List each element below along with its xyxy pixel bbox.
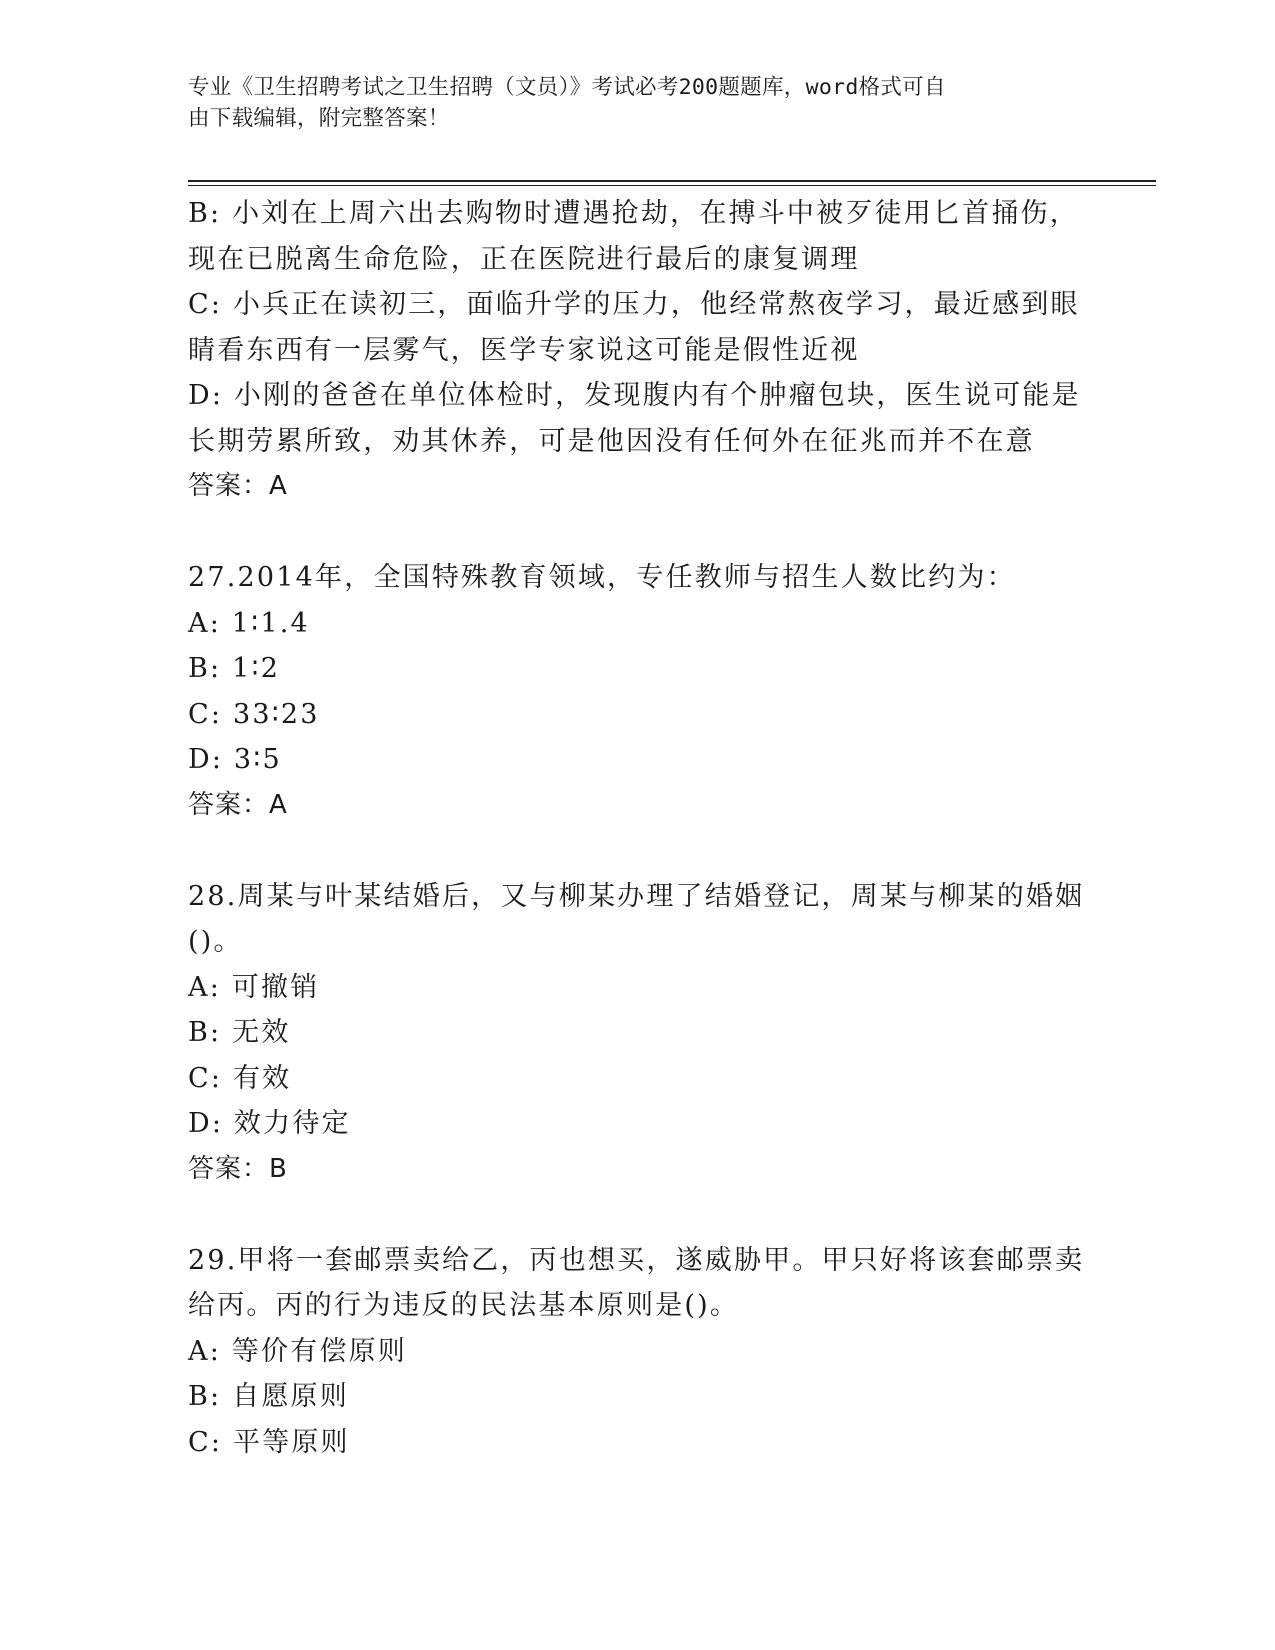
q26-option-d-line-2: 长期劳累所致，劝其休养，可是他因没有任何外在征兆而并不在意: [188, 425, 1035, 457]
q27-option-d: D: 3∶5: [188, 744, 282, 775]
q26-option-b-line-1: B: 小刘在上周六出去购物时遭遇抢劫，在搏斗中被歹徒用匕首捅伤，: [188, 198, 1079, 229]
q26-option-d-line-1: D: 小刚的爸爸在单位体检时，发现腹内有个肿瘤包块，医生说可能是: [188, 380, 1081, 411]
question-content: [188, 191, 1085, 1465]
q27-answer: 答案：A: [188, 789, 288, 820]
question-26-block: [188, 191, 1081, 510]
q28-option-b: B: 无效: [188, 1017, 291, 1048]
q26-option-c-line-1: C: 小兵正在读初三，面临升学的压力，他经常熬夜学习，最近感到眼: [188, 289, 1080, 320]
q26-option-c-line-2: 睛看东西有一层雾气，医学专家说这可能是假性近视: [188, 334, 860, 366]
header-title-line-1: 专业《卫生招聘考试之卫生招聘（文员）》考试必考200题题库，word格式可自: [188, 75, 946, 100]
question-27-block: [188, 555, 1078, 828]
q29-question-line-1: 29.甲将一套邮票卖给乙，丙也想买，遂威胁甲。甲只好将该套邮票卖: [188, 1244, 1085, 1276]
q28-question-line-1: 28.周某与叶某结婚后，又与柳某办理了结婚登记，周某与柳某的婚姻: [188, 880, 1085, 912]
question-29-block: [188, 1238, 1085, 1466]
q28-option-d: D: 效力待定: [188, 1108, 351, 1139]
header-divider-thick: [188, 180, 1156, 182]
q28-answer: 答案：B: [188, 1153, 288, 1184]
q28-option-c: C: 有效: [188, 1062, 292, 1094]
q27-option-c: C: 33∶23: [188, 698, 320, 730]
q29-option-b: B: 自愿原则: [188, 1381, 349, 1412]
q29-option-c: C: 平等原则: [188, 1426, 350, 1458]
q26-answer: 答案：A: [188, 471, 288, 501]
q27-option-b: B: 1∶2: [188, 653, 281, 684]
question-spacer: [188, 1192, 1078, 1238]
q28-question-line-2: ()。: [188, 926, 243, 957]
q29-question-line-2: 给丙。丙的行为违反的民法基本原则是()。: [188, 1290, 740, 1321]
q29-option-a: A: 等价有偿原则: [188, 1335, 407, 1367]
q26-option-b-line-2: 现在已脱离生命危险，正在医院进行最后的康复调理: [188, 243, 860, 275]
q28-option-a: A: 可撤销: [188, 971, 320, 1003]
question-spacer: [188, 510, 1078, 556]
document-header: [188, 72, 1078, 134]
q27-question: 27.2014年，全国特殊教育领域，专任教师与招生人数比约为：: [188, 562, 1016, 593]
header-divider-thin: [188, 185, 1156, 186]
q27-option-a: A: 1∶1.4: [188, 607, 310, 639]
header-title-line-2: 由下载编辑，附完整答案！: [188, 106, 450, 131]
question-28-block: [188, 874, 1085, 1193]
question-spacer: [188, 828, 1078, 874]
